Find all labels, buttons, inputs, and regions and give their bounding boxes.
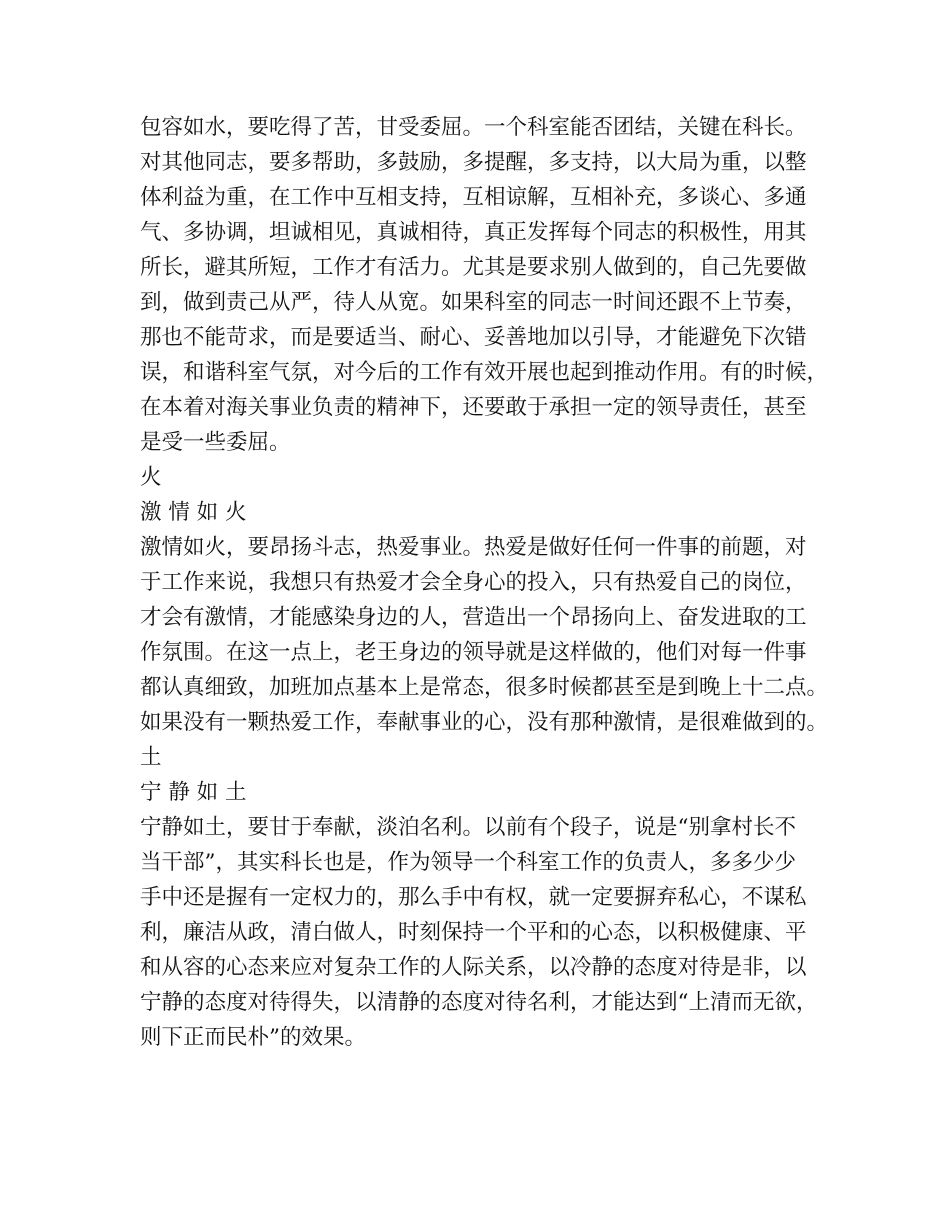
- paragraph-line: 则下正而民朴”的效果。: [140, 1025, 366, 1050]
- section-heading: 宁 静 如 土: [140, 780, 247, 805]
- paragraph-line: 是受一些委屈。: [140, 430, 291, 455]
- document-body: [140, 110, 830, 1055]
- paragraph-line: 当干部”，其实科长也是，作为领导一个科室工作的负责人，多多少少: [140, 850, 796, 875]
- section-marker: 火: [140, 465, 162, 490]
- paragraph-line: 在本着对海关事业负责的精神下，还要敢于承担一定的领导责任，甚至: [140, 395, 807, 420]
- paragraph-line: 误，和谐科室气氛，对今后的工作有效开展也起到推动作用。有的时候，: [140, 360, 829, 385]
- paragraph-line: 气、多协调，坦诚相见，真诚相待，真正发挥每个同志的积极性，用其: [140, 220, 807, 245]
- paragraph-line: 宁静如土，要甘于奉献，淡泊名利。以前有个段子，说是“别拿村长不: [140, 815, 796, 840]
- section-heading: 激 情 如 火: [140, 500, 247, 525]
- paragraph-line: 都认真细致，加班加点基本上是常态，很多时候都甚至是到晚上十二点。: [140, 675, 829, 700]
- paragraph-line: 如果没有一颗热爱工作，奉献事业的心，没有那种激情，是很难做到的。: [140, 710, 829, 735]
- paragraph-line: 体利益为重，在工作中互相支持，互相谅解，互相补充，多谈心、多通: [140, 185, 807, 210]
- paragraph-line: 对其他同志，要多帮助，多鼓励，多提醒，多支持，以大局为重，以整: [140, 150, 807, 175]
- paragraph-line: 激情如火，要昂扬斗志，热爱事业。热爱是做好任何一件事的前题，对: [140, 535, 807, 560]
- paragraph-line: 包容如水，要吃得了苦，甘受委屈。一个科室能否团结，关键在科长。: [140, 115, 807, 140]
- paragraph-line: 所长，避其所短，工作才有活力。尤其是要求别人做到的，自己先要做: [140, 255, 807, 280]
- paragraph-line: 作氛围。在这一点上，老王身边的领导就是这样做的，他们对每一件事: [140, 640, 807, 665]
- section-marker: 土: [140, 745, 162, 770]
- paragraph-line: 于工作来说，我想只有热爱才会全身心的投入，只有热爱自己的岗位，: [140, 570, 807, 595]
- paragraph-line: 宁静的态度对待得失，以清静的态度对待名利，才能达到“上清而无欲，: [140, 990, 818, 1015]
- paragraph-line: 到，做到责己从严，待人从宽。如果科室的同志一时间还跟不上节奏，: [140, 290, 807, 315]
- paragraph-line: 才会有激情，才能感染身边的人，营造出一个昂扬向上、奋发进取的工: [140, 605, 807, 630]
- paragraph-line: 手中还是握有一定权力的，那么手中有权，就一定要摒弃私心，不谋私: [140, 885, 807, 910]
- paragraph-line: 那也不能苛求，而是要适当、耐心、妥善地加以引导，才能避免下次错: [140, 325, 807, 350]
- paragraph-line: 和从容的心态来应对复杂工作的人际关系，以冷静的态度对待是非，以: [140, 955, 807, 980]
- paragraph-line: 利，廉洁从政，清白做人，时刻保持一个平和的心态，以积极健康、平: [140, 920, 807, 945]
